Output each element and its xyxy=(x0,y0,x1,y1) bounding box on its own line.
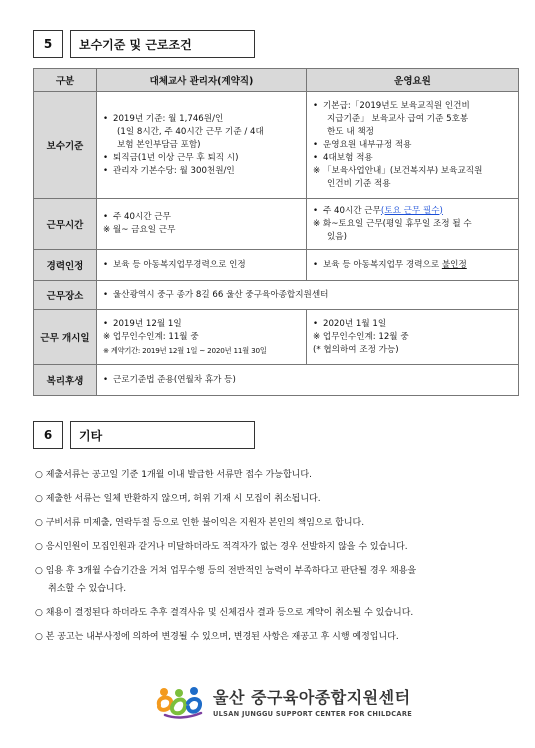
table-row-career xyxy=(34,250,519,281)
list-item: ※ 업무인수인계: 12월 중 xyxy=(313,331,409,342)
list-item: ※ 월~ 금요일 근무 xyxy=(103,225,176,235)
list-item: • 울산광역시 중구 종가 8길 66 울산 중구육아종합지원센터 xyxy=(103,289,512,302)
note-item: ○ 구비서류 미제출, 연락두절 등으로 인한 불이익은 지원자 본인의 책임으로 합니다. xyxy=(35,518,365,528)
section-6-header xyxy=(33,421,255,449)
pay-manager-cell xyxy=(97,92,307,199)
place-cell xyxy=(97,281,519,310)
row-label: 경력인정 xyxy=(34,250,97,281)
center-name-korean: 울산 중구육아종합지원센터 xyxy=(213,687,411,707)
list-item: ※ 업무인수인계: 11월 중 xyxy=(103,331,199,342)
list-item: 보험 본인부담금 포함) xyxy=(117,139,201,150)
header-substitute-manager: 대체교사 관리자(계약직) xyxy=(97,69,307,92)
table-row-hours xyxy=(34,199,519,250)
conditions-table xyxy=(33,68,519,396)
section-5-header xyxy=(33,30,255,58)
career-staff-cell xyxy=(307,250,519,281)
table-row-pay xyxy=(34,92,519,199)
row-label: 근무시간 xyxy=(34,199,97,250)
list-item: 한도 내 책정 xyxy=(327,126,374,137)
list-item: • 주 40시간 근무 xyxy=(103,211,300,224)
list-item: ※ 화~토요일 근무(평일 휴무일 조정 될 수 xyxy=(313,218,472,229)
table-header-row xyxy=(34,69,519,92)
table-row-welfare xyxy=(34,365,519,396)
header-category: 구분 xyxy=(34,69,97,92)
start-staff-cell xyxy=(307,310,519,365)
note-item: ○ 응시인원이 모집인원과 같거나 미달하더라도 적격자가 없는 경우 선발하지 않을 수 있습니다. xyxy=(35,542,408,552)
list-item: 지급기준」 보육교사 급여 기준 5호봉 xyxy=(327,113,469,124)
list-item: • 주 40시간 근무(토요 근무 필수) xyxy=(313,205,512,218)
notes-list xyxy=(35,468,520,654)
list-item: 있음) xyxy=(327,231,347,242)
list-item: • 2020년 1월 1일 xyxy=(313,318,512,331)
list-item: • 퇴직금(1년 이상 근무 후 퇴직 시) xyxy=(103,152,300,165)
not-recognized-text: 불인정 xyxy=(441,259,467,270)
list-item: • 보육 등 아동복지업무 경력으로 불인정 xyxy=(313,259,512,272)
note-item: ○ 채용이 결정된다 하더라도 추후 결격사유 및 신체검사 결과 등으로 계약이 취소될 수 있습니다. xyxy=(35,608,414,618)
list-item: • 2019년 기준: 월 1,746원/인 xyxy=(103,113,300,126)
note-item: ○ 제출서류는 공고일 기준 1개월 이내 발급한 서류만 접수 가능합니다. xyxy=(35,470,312,480)
center-emblem-icon xyxy=(155,683,205,719)
row-label: 보수기준 xyxy=(34,92,97,199)
section-title: 보수기준 및 근로조건 xyxy=(70,30,255,58)
note-item: ○ 임용 후 3개월 수습기간을 거쳐 업무수행 등의 전반적인 능력이 부족하다고 판단될 경우 채용을 xyxy=(35,566,417,576)
note-item: ○ 제출한 서류는 일체 반환하지 않으며, 허위 기재 시 모집이 취소됩니다. xyxy=(35,494,321,504)
center-name-english: ULSAN JUNGGU SUPPORT CENTER FOR CHILDCARE xyxy=(213,709,412,718)
list-item: • 4대보험 적용 xyxy=(313,152,512,165)
note-item-continuation: 취소할 수 있습니다. xyxy=(48,584,127,594)
list-item: • 운영요원 내부규정 적용 xyxy=(313,139,512,152)
hours-manager-cell xyxy=(97,199,307,250)
row-label: 복리후생 xyxy=(34,365,97,396)
list-item: ※ 「보육사업안내」(보건복지부) 보육교직원 xyxy=(313,165,483,176)
center-logo xyxy=(155,683,412,719)
section-number: 6 xyxy=(33,421,63,449)
hours-staff-cell xyxy=(307,199,519,250)
list-item: ※ 계약기간: 2019년 12월 1일 ~ 2020년 11월 30일 xyxy=(103,345,267,355)
section-title: 기타 xyxy=(70,421,255,449)
row-label: 근무장소 xyxy=(34,281,97,310)
welfare-cell xyxy=(97,365,519,396)
list-item: 인건비 기준 적용 xyxy=(327,178,391,189)
pay-staff-cell xyxy=(307,92,519,199)
list-item: • 관리자 기본수당: 월 300천원/인 xyxy=(103,165,300,178)
saturday-required-note: (토요 근무 필수) xyxy=(380,205,443,216)
list-item: • 2019년 12월 1일 xyxy=(103,318,300,331)
list-item: • 근로기준법 준용(연월차 휴가 등) xyxy=(103,374,512,387)
list-item: (* 협의하여 조정 가능) xyxy=(313,344,399,355)
start-manager-cell xyxy=(97,310,307,365)
table-row-start xyxy=(34,310,519,365)
list-item: • 기본급:「2019년도 보육교직원 인건비 xyxy=(313,100,512,113)
note-item: ○ 본 공고는 내부사정에 의하여 변경될 수 있으며, 변경된 사항은 재공고 후 시행 예정입니다. xyxy=(35,632,399,642)
row-label: 근무 개시일 xyxy=(34,310,97,365)
header-operating-staff: 운영요원 xyxy=(307,69,519,92)
section-number: 5 xyxy=(33,30,63,58)
table-row-place xyxy=(34,281,519,310)
list-item: • 보육 등 아동복지업무경력으로 인정 xyxy=(103,259,300,272)
list-item: (1일 8시간, 주 40시간 근무 기준 / 4대 xyxy=(117,126,264,137)
career-manager-cell xyxy=(97,250,307,281)
